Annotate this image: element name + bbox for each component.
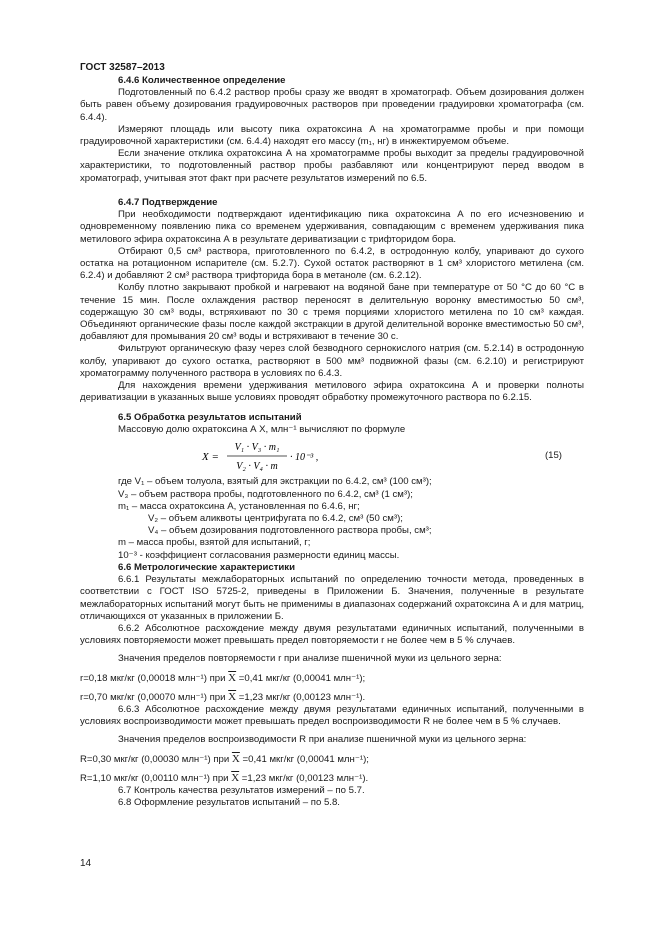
reproducibility-line: R=1,10 мкг/кг (0,00110 млн⁻¹) при $\overline{X} =1,23$ мкг/кг (0,00123 млн⁻¹). xyxy=(80,771,369,784)
paragraph: Отбирают 0,5 см³ раствора, приготовленного по 6.4.2, в остродонную колбу, упаривают до сухого остатка на ротационном испарителе (см. 5.2.7). Сухой остаток растворяют в 1 см³ хлористого метилена (см. 6.2.4) и добавляют 2 см³ раствора трифторида бора в метаноле (см. 6.2.12). xyxy=(80,245,584,282)
formula-lhs: X = xyxy=(202,451,219,464)
formula-factor: · 10⁻³ , xyxy=(290,452,319,464)
paragraph: Измеряют площадь или высоту пика охратоксина А на хроматограмме пробы и при помощи градуировочной характеристики (см. 6.4.4) находят его массу (m₁, нг) в инжектируемом объеме. xyxy=(80,123,584,148)
paragraph: Для нахождения времени удерживания метилового эфира охратоксина А и проверки полноты дериватизации в указанных выше условиях проводят обработку промежуточного раствора по 6.2.15. xyxy=(80,380,584,404)
reproducibility-intro: Значения пределов воспроизводимости R при анализе пшеничной муки из цельного зерна: xyxy=(118,734,527,746)
paragraph: Подготовленный по 6.4.2 раствор пробы сразу же вводят в хроматограф. Объем дозирования должен быть равен объему дозирования градуировочных растворов при проведении градуировки хроматографа (см. 6.4.4). xyxy=(80,87,584,123)
section-title: 6.6 Метрологические характеристики xyxy=(118,562,296,573)
formula-numerator: V₁ · V₃ · m₁ xyxy=(234,442,280,454)
repeatability-line: r=0,18 мкг/кг (0,00018 млн⁻¹) при $\overline{X} =0,41$ мкг/кг (0,00041 млн⁻¹); xyxy=(80,671,366,684)
formula-number: (15) xyxy=(544,450,562,462)
repeatability-line: r=0,70 мкг/кг (0,00070 млн⁻¹) при $\overline{X} =1,23$ мкг/кг (0,00123 млн⁻¹). xyxy=(80,690,366,703)
where-line: 10⁻³ - коэффициент согласования размерности единиц массы. xyxy=(118,549,400,561)
section-6-4-7 xyxy=(80,197,584,404)
section-6-4-6 xyxy=(80,75,584,185)
formula-15 xyxy=(80,436,584,476)
mean-symbol: $\overline{X}$ xyxy=(228,671,237,684)
section-6-8: 6.8 Оформление результатов испытаний – по 5.8. xyxy=(118,797,340,809)
paragraph: При необходимости подтверждают идентификацию пика охратоксина А по его исчезновению и одновременному появлению пика со временем удерживания, совпадающим с временем удерживания пика метилового эфира охратоксина А в результате дериватизации с трифторидом бора. xyxy=(80,209,584,245)
section-6-5 xyxy=(80,412,584,562)
where-line: m – масса пробы, взятой для испытаний, г; xyxy=(118,537,311,549)
mean-symbol: $\overline{X}$ xyxy=(231,771,240,784)
formula-intro: Массовую долю охратоксина А X, млн⁻¹ вычисляют по формуле xyxy=(118,424,406,436)
where-line: V₄ – объем дозирования подготовленного раствора пробы, см³; xyxy=(148,525,432,537)
where-line: V₂ – объем аликвоты центрифугата по 6.4.2, см³ (50 см³); xyxy=(148,513,403,525)
reproducibility-line: R=0,30 мкг/кг (0,00030 млн⁻¹) при $\overline{X} =0,41$ мкг/кг (0,00041 млн⁻¹); xyxy=(80,752,369,765)
where-line: V₃ – объем раствора пробы, подготовленного по 6.4.2, см³ (1 см³); xyxy=(118,488,413,500)
mean-symbol: $\overline{X}$ xyxy=(231,752,240,765)
where-line: где V₁ – объем толуола, взятый для экстракции по 6.4.2, см³ (100 см³); xyxy=(118,476,432,488)
page-number: 14 xyxy=(80,858,92,869)
where-line: m₁ – масса охратоксина А, установленная по 6.4.6, нг; xyxy=(118,500,360,512)
paragraph: 6.6.1 Результаты межлабораторных испытаний по определению точности метода, проведенных в соответствии с ГОСТ ISO 5725-2, приведены в Приложении Б. Значения, полученные в результате межлабораторных испытаний могут быть не применимы в диапазонах содержаний охратоксина А и для матриц, отличающихся от указанных в приложении Б. xyxy=(80,574,584,622)
repeatability-intro: Значения пределов повторяемости r при анализе пшеничной муки из цельного зерна: xyxy=(118,653,502,665)
section-title: 6.4.7 Подтверждение xyxy=(118,197,218,208)
paragraph: 6.6.3 Абсолютное расхождение между двумя результатами единичных испытаний, полученными в условиях воспроизводимости может превышать предел воспроизводимости R не более чем в 5 % случаев. xyxy=(80,704,584,728)
paragraph: Если значение отклика охратоксина А на хроматограмме пробы выходит за пределы градуировочной характеристики, то подготовленный раствор пробы разбавляют или концентрируют перед вводом в хроматограф, учитывая этот факт при расчете результатов измерений по 6.5. xyxy=(80,148,584,184)
section-title: 6.4.6 Количественное определение xyxy=(118,75,286,86)
section-title: 6.5 Обработка результатов испытаний xyxy=(118,412,302,423)
formula-svg xyxy=(80,436,584,476)
mean-symbol: $\overline{X}$ xyxy=(228,690,237,703)
paragraph: 6.6.2 Абсолютное расхождение между двумя результатами единичных испытаний, полученными в условиях повторяемости может превышать предел повторяемости r не более чем в 5 % случаев. xyxy=(80,623,584,647)
paragraph: Фильтруют органическую фазу через слой безводного сернокислого натрия (см. 5.2.14) в остродонную колбу, упаривают до сухого остатка, растворяют в 500 мм³ подвижной фазы (см. 6.2.10) и регистрируют хроматограмму полученного раствора в условиях по 6.4.3. xyxy=(80,343,584,379)
section-6-6 xyxy=(80,562,584,809)
standard-header: ГОСТ 32587–2013 xyxy=(80,62,165,73)
section-6-7: 6.7 Контроль качества результатов измерений – по 5.7. xyxy=(118,785,365,797)
formula-denominator: V₂ · V₄ · m xyxy=(236,461,278,473)
paragraph: Колбу плотно закрывают пробкой и нагревают на водяной бане при температуре от 50 °С до 60 °С в течение 15 мин. После охлаждения раствор переносят в делительную воронку вместимостью 50 см³, содержащую 30 см³ воды, встряхивают по 30 с тремя порциями хлористого метилена по 10 см³ каждая. Объединяют органические фазы после каждой экстракции в другой делительной воронке вместимостью 50 см³, добавляют для промывания 20 см³ воды и встряхивают в течение 30 с. xyxy=(80,282,584,343)
